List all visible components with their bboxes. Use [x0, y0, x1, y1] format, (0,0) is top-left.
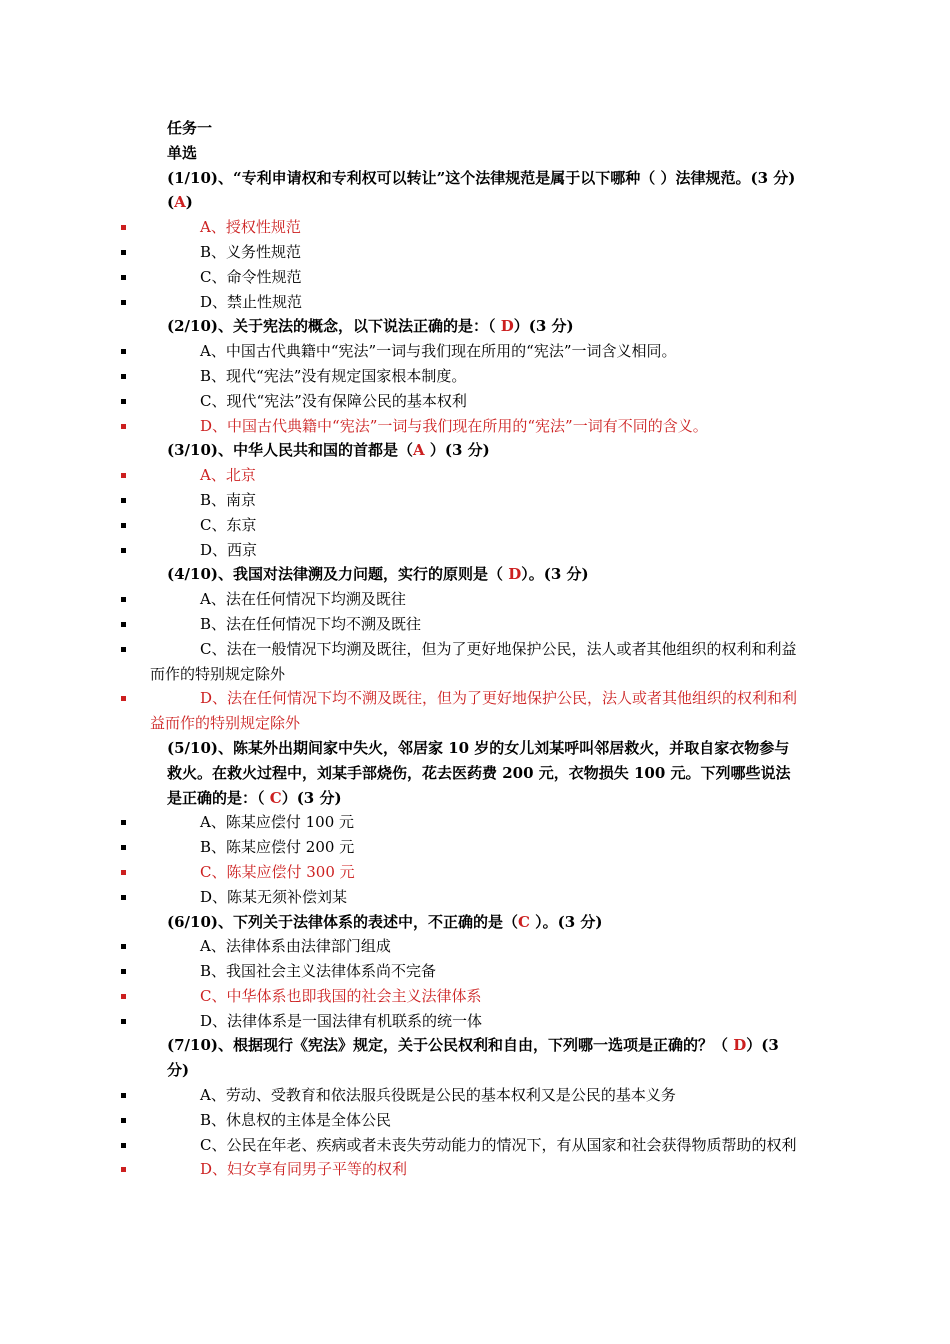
bullet-icon [121, 399, 126, 404]
question-prefix: (6/10)、下列关于法律体系的表述中，不正确的是（ [167, 912, 518, 931]
bullet-icon [121, 1143, 126, 1148]
option-text: B、陈某应偿付 200 元 [200, 838, 355, 857]
option-text: D、法在任何情况下均不溯及既往，但为了更好地保护公民，法人或者其他组织的权利和利益而作的特别规定除外 [150, 689, 798, 733]
bullet-icon [121, 225, 126, 230]
question-answer: D [508, 565, 522, 584]
option-item [150, 885, 802, 910]
bullet-icon [121, 944, 126, 949]
option-text: A、法在任何情况下均溯及既往 [200, 590, 406, 609]
question-answer: A [413, 441, 425, 460]
option-text: A、劳动、受教育和依法服兵役既是公民的基本权利又是公民的基本义务 [200, 1086, 676, 1105]
task-title: 任务一 [167, 119, 213, 137]
option-text: C、命令性规范 [200, 267, 302, 286]
option-text: A、授权性规范 [200, 218, 301, 237]
bullet-icon [121, 994, 126, 999]
question-suffix: ）(3 分) [424, 441, 490, 460]
bullet-icon [121, 845, 126, 850]
option-text: B、我国社会主义法律体系尚不完备 [200, 962, 437, 981]
bullet-icon [121, 300, 126, 305]
option-item [150, 810, 802, 835]
option-text: A、中国古代典籍中“宪法”一词与我们现在所用的“宪法”一词含义相同。 [200, 342, 677, 361]
question-suffix: ) [185, 193, 193, 212]
question-suffix: ）。(3 分) [521, 565, 589, 584]
bullet-icon [121, 1019, 126, 1024]
bullet-icon [121, 498, 126, 503]
option-text: B、南京 [200, 490, 257, 509]
bullet-icon [121, 696, 126, 701]
bullet-icon [121, 250, 126, 255]
option-text: A、法律体系由法律部门组成 [200, 937, 391, 956]
bullet-icon [121, 424, 126, 429]
question-prefix: (1/10)、“专利申请权和专利权可以转让”这个法律规范是属于以下哪种（ ）法律规范。(3 分)( [167, 168, 796, 212]
question-text [167, 166, 799, 216]
question-prefix: (3/10)、中华人民共和国的首都是（ [167, 441, 413, 460]
bullet-icon [121, 548, 126, 553]
bullet-icon [121, 374, 126, 379]
bullet-icon [121, 647, 126, 652]
option-text: D、陈某无须补偿刘某 [200, 887, 348, 906]
option-text: D、法律体系是一国法律有机联系的统一体 [200, 1011, 483, 1030]
question-suffix: ）(3 分) [281, 788, 342, 807]
option-item [150, 860, 802, 885]
option-item [150, 265, 802, 290]
option-text: A、陈某应偿付 100 元 [200, 813, 354, 832]
option-item [150, 984, 802, 1009]
question-block [0, 1033, 950, 1182]
bullet-icon [121, 349, 126, 354]
bullet-icon [121, 820, 126, 825]
option-text: B、休息权的主体是全体公民 [200, 1110, 392, 1129]
bullet-icon [121, 1093, 126, 1098]
question-text [167, 736, 799, 810]
question-suffix: ）。(3 分) [529, 912, 603, 931]
option-text: A、北京 [200, 466, 256, 485]
option-text: C、陈某应偿付 300 元 [200, 862, 355, 881]
option-text: C、现代“宪法”没有保障公民的基本权利 [200, 391, 467, 410]
question-suffix: ）(3 分) [513, 317, 574, 336]
question-answer: D [733, 1036, 747, 1055]
bullet-icon [121, 473, 126, 478]
bullet-icon [121, 622, 126, 627]
option-text: C、东京 [200, 515, 257, 534]
option-item [150, 513, 802, 538]
question-suffix: ）(3 分) [167, 1036, 779, 1080]
question-prefix: (5/10)、陈某外出期间家中失火，邻居家 10 岁的女儿刘某呼叫邻居救火，并取自家衣物参与救火。在救火过程中，刘某手部烧伤，花去医药费 200 元，衣物损失 100 元。下列哪些说法是正确的是：（ [167, 738, 791, 807]
bullet-icon [121, 1118, 126, 1123]
question-block [0, 736, 950, 910]
bullet-icon [121, 275, 126, 280]
option-item [150, 364, 802, 389]
option-text: C、中华体系也即我国的社会主义法律体系 [200, 986, 482, 1005]
question-prefix: (2/10)、关于宪法的概念，以下说法正确的是：（ [167, 317, 501, 336]
section-title: 单选 [167, 143, 198, 162]
option-text: D、西京 [200, 540, 258, 559]
option-item [150, 463, 802, 488]
option-item [150, 389, 802, 414]
option-text: B、现代“宪法”没有规定国家根本制度。 [200, 366, 467, 385]
option-item [150, 1157, 802, 1182]
question-answer: D [500, 317, 514, 336]
question-text [167, 438, 799, 463]
question-prefix: (7/10)、根据现行《宪法》规定，关于公民权利和自由，下列哪一选项是正确的？（ [167, 1036, 734, 1055]
option-text: C、法在一般情况下均溯及既往，但为了更好地保护公民，法人或者其他组织的权利和利益而作的特别规定除外 [150, 639, 797, 683]
option-item [150, 215, 802, 240]
bullet-icon [121, 597, 126, 602]
bullet-icon [121, 523, 126, 528]
option-text: D、妇女享有同男子平等的权利 [200, 1160, 408, 1179]
option-text: B、法在任何情况下均不溯及既往 [200, 614, 422, 633]
option-item [150, 612, 802, 637]
question-answer: C [269, 788, 282, 807]
document-content [0, 116, 950, 1182]
option-item [150, 1083, 802, 1108]
bullet-icon [121, 1167, 126, 1172]
bullet-icon [121, 870, 126, 875]
option-item [150, 637, 802, 687]
option-item [150, 934, 802, 959]
option-text: C、公民在年老、疾病或者未丧失劳动能力的情况下，有从国家和社会获得物质帮助的权利 [200, 1135, 797, 1154]
option-item [150, 414, 802, 439]
option-item [150, 1108, 802, 1133]
bullet-icon [121, 969, 126, 974]
option-item [150, 240, 802, 265]
option-item [150, 959, 802, 984]
question-block [0, 910, 950, 1034]
option-item [150, 686, 802, 736]
option-text: B、义务性规范 [200, 242, 302, 261]
option-item [150, 290, 802, 315]
question-answer: C [518, 912, 530, 931]
question-block [0, 166, 950, 315]
question-text [167, 1033, 799, 1083]
option-text: D、中国古代典籍中“宪法”一词与我们现在所用的“宪法”一词有不同的含义。 [200, 416, 708, 435]
option-item [150, 538, 802, 563]
question-answer: A [174, 193, 186, 212]
option-item [150, 835, 802, 860]
option-item [150, 339, 802, 364]
option-item [150, 1133, 802, 1158]
question-prefix: (4/10)、我国对法律溯及力问题，实行的原则是（ [167, 565, 509, 584]
question-block [0, 562, 950, 736]
question-list [0, 166, 950, 1183]
bullet-icon [121, 895, 126, 900]
question-text [167, 562, 799, 587]
option-item [150, 587, 802, 612]
option-item [150, 1009, 802, 1034]
question-text [167, 314, 799, 339]
option-text: D、禁止性规范 [200, 292, 303, 311]
question-block [0, 438, 950, 562]
question-text [167, 910, 799, 935]
question-block [0, 314, 950, 438]
option-item [150, 488, 802, 513]
